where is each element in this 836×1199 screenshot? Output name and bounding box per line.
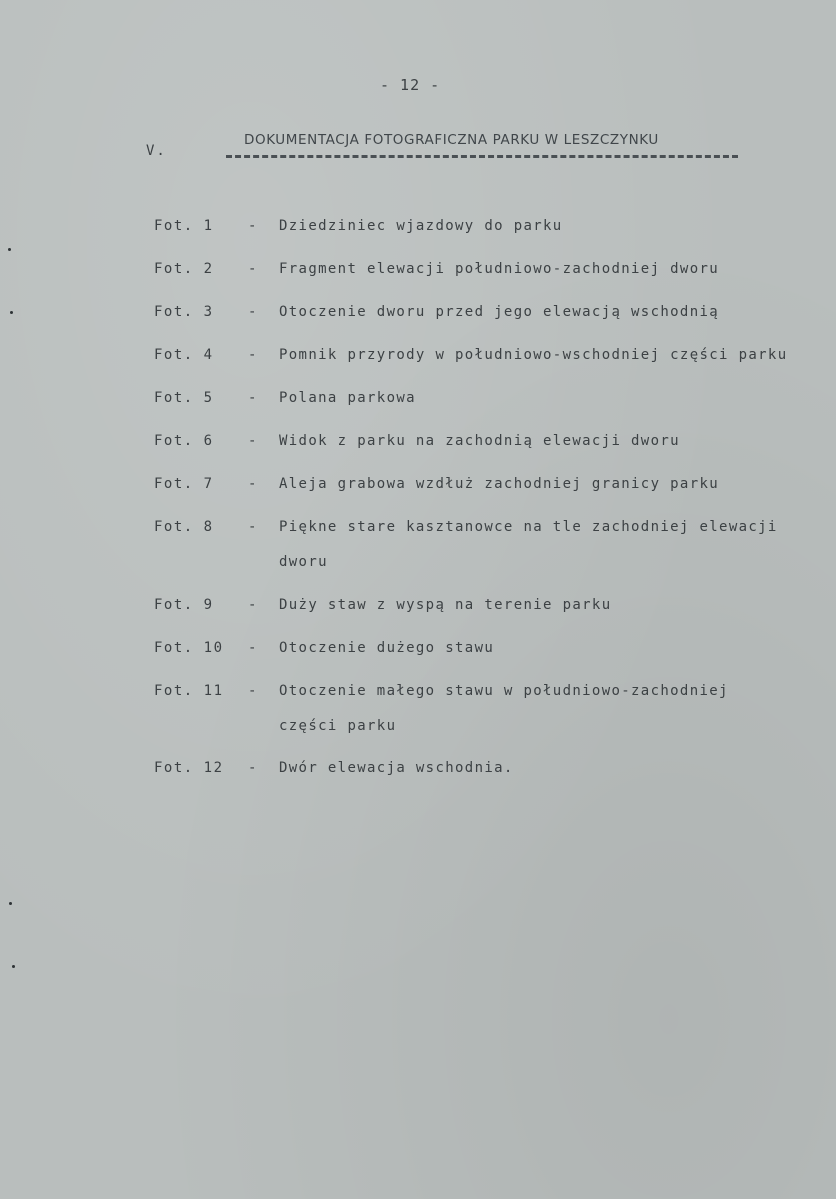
photo-entry-label: Fot. 7 <box>154 476 214 492</box>
photo-entry-dash: - <box>248 261 257 277</box>
photo-entry-label: Fot. 10 <box>154 640 224 656</box>
photo-entry-description: Otoczenie małego stawu w południowo-zachodniej <box>279 683 729 699</box>
photo-entry-dash: - <box>248 760 257 776</box>
title-underline <box>226 155 738 158</box>
photo-entry-label: Fot. 4 <box>154 347 214 363</box>
photo-entry-label: Fot. 2 <box>154 261 214 277</box>
photo-entry-description: Aleja grabowa wzdłuż zachodniej granicy parku <box>279 476 720 492</box>
photo-entry-label: Fot. 9 <box>154 597 214 613</box>
photo-entry-dash: - <box>248 218 257 234</box>
photo-entry-description: Widok z parku na zachodnią elewacji dworu <box>279 433 680 449</box>
photo-entry-dash: - <box>248 347 257 363</box>
page-number: - 12 - <box>380 76 441 94</box>
section-numeral: V. <box>146 143 167 159</box>
photo-entry-dash: - <box>248 304 257 320</box>
photo-entry-description: części parku <box>279 718 397 734</box>
photo-entry-dash: - <box>248 640 257 656</box>
photo-entry-dash: - <box>248 390 257 406</box>
photo-entry-dash: - <box>248 433 257 449</box>
photo-entry-dash: - <box>248 597 257 613</box>
photo-entry-label: Fot. 6 <box>154 433 214 449</box>
photo-entry-description: Dziedziniec wjazdowy do parku <box>279 218 563 234</box>
photo-entry-dash: - <box>248 683 257 699</box>
photo-entry-description: dworu <box>279 554 328 570</box>
photo-entry-description: Duży staw z wyspą na terenie parku <box>279 597 612 613</box>
scan-speck <box>10 311 13 314</box>
photo-entry-label: Fot. 5 <box>154 390 214 406</box>
photo-entry-description: Fragment elewacji południowo-zachodniej dworu <box>279 261 720 277</box>
photo-entry-description: Otoczenie dworu przed jego elewacją wschodnią <box>279 304 720 320</box>
photo-entry-description: Dwór elewacja wschodnia. <box>279 760 514 776</box>
photo-entry-dash: - <box>248 519 257 535</box>
photo-entry-label: Fot. 8 <box>154 519 214 535</box>
section-title: DOKUMENTACJA FOTOGRAFICZNA PARKU W LESZCZYNKU <box>244 132 659 148</box>
scan-speck <box>8 248 11 251</box>
photo-entry-description: Polana parkowa <box>279 390 416 406</box>
photo-entry-label: Fot. 12 <box>154 760 224 776</box>
photo-entry-label: Fot. 11 <box>154 683 224 699</box>
scan-speck <box>12 965 15 968</box>
photo-entry-description: Otoczenie dużego stawu <box>279 640 495 656</box>
photo-entry-label: Fot. 1 <box>154 218 214 234</box>
photo-entry-description: Piękne stare kasztanowce na tle zachodniej elewacji <box>279 519 778 535</box>
scan-speck <box>9 902 12 905</box>
photo-entry-dash: - <box>248 476 257 492</box>
photo-entry-description: Pomnik przyrody w południowo-wschodniej części parku <box>279 347 788 363</box>
photo-entry-label: Fot. 3 <box>154 304 214 320</box>
